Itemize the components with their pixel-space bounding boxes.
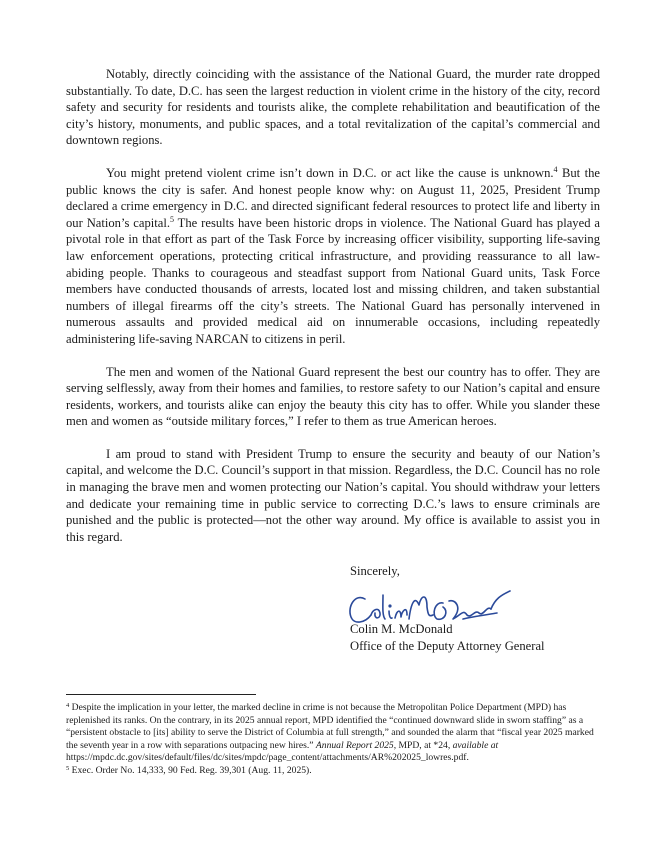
paragraph-murder-rate: Notably, directly coinciding with the assistance of the National Guard, the murder rate dropped substantially. To date, D.C. has seen the largest reduction in violent crime in the history of the city, record safety and security for residents and tourists alike, the complete rehabilitation and beautification of the city’s history, monuments, and public spaces, and a total revitalization of the capital’s commercial and downtown regions. [66, 67, 600, 148]
footnote-5 [66, 765, 600, 778]
signer-office: Office of the Deputy Attorney General [350, 638, 545, 653]
footnote-number: 5 [66, 764, 70, 772]
footnote-signal: available at [452, 739, 499, 751]
footnote-number: 4 [66, 702, 70, 709]
footnote-url-link[interactable]: https://mpdc.dc.gov/sites/default/files/dc/sites/mpdc/page_content/attachments/AR%202025_lowres.pdf. [66, 752, 469, 764]
signer-name: Colin M. McDonald [350, 622, 453, 636]
footnote-citation-title: Annual Report 2025 [315, 739, 394, 751]
paragraph-text: But the public knows the city is safer. And honest people know why: on August 11, 2025, President Trump declared a crime emergency in D.C. and directed significant federal resources to protect life and liberty in our Nation’s capital. [66, 165, 600, 230]
paragraph-text: You might pretend violent crime isn’t down in D.C. or act like the cause is unknown. [106, 165, 554, 180]
footnote-text: , MPD, at *24, [393, 739, 453, 751]
footnote-ref-4[interactable]: 4 [553, 164, 558, 174]
footnote-text: Exec. Order No. 14,333, 90 Fed. Reg. 39,301 (Aug. 11, 2025). [69, 764, 312, 776]
paragraph-national-guard: The men and women of the National Guard represent the best our country has to offer. They are serving selflessly, away from their homes and families, to restore safety to our Nation’s capital and ensure residents, workers, and tourists alike can enjoy the beauty this city has to offer. While you slander these men and women as “outside military forces,” I refer to them as true American heroes. [66, 364, 600, 429]
paragraph-conclusion: I am proud to stand with President Trump to ensure the security and beauty of our Nation’s capital, and welcome the D.C. Council’s support in that mission. Regardless, the D.C. Council has no role in managing the brave men and women protecting our Nation’s capital. You should withdraw your letters and dedicate your remaining time in public service to correcting D.C.’s laws to ensure criminals are punished and the public is protected—not the other way around. My office is available to assist you in this regard. [66, 446, 600, 544]
closing: Sincerely, [350, 564, 400, 578]
footnote-4 [66, 702, 600, 765]
signature-block [350, 621, 545, 654]
footnote-text: Despite the implication in your letter, the marked decline in crime is not because the Metropolitan Police Department (MPD) has replenished its ranks. On the contrary, in its 2025 annual report, MPD identified the “continued downward slide in sworn staffing” as a “persistent obstacle to [its] ability to serve the District of Columbia at full strength,” and sounded the alarm that “fiscal year 2025 marked the seventh year in a row with separations outpacing new hires.” [66, 702, 594, 751]
footnotes [66, 702, 600, 778]
paragraph-crime-emergency [66, 165, 600, 348]
paragraph-text: The results have been historic drops in violence. The National Guard has played a pivotal role in that effort as part of the Task Force by increasing officer visibility, supporting life-saving law enforcement operations, protecting critical infrastructure, and providing reassurance to all law-abiding people. Thanks to courageous and steadfast support from National Guard units, Task Force members have conducted thousands of arrests, located lost and missing children, and taken substantial numbers of illegal firearms off the city’s streets. The National Guard has personally intervened in numerous assaults and provided medical aid on innumerable occasions, including repeatedly administering life-saving NARCAN to citizens in peril. [66, 215, 600, 346]
footnote-ref-5[interactable]: 5 [170, 214, 174, 224]
footnote-divider [66, 694, 256, 695]
letter-body [66, 66, 600, 561]
